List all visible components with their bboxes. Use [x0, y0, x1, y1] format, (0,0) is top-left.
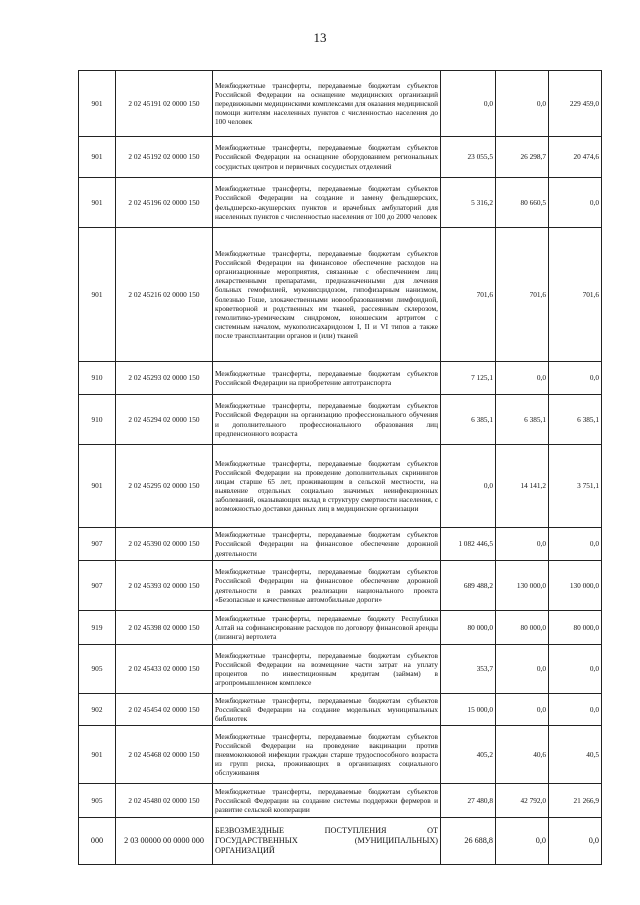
amount-year3-cell: 0,0	[549, 694, 602, 726]
amount-year2-cell: 14 141,2	[496, 445, 549, 528]
description-cell: Межбюджетные трансферты, передаваемые бюджетам субъектов Российской Федерации на проведение вакцинации против пневмококковой инфекции граждан старше трудоспособного возраста из групп риска, проживающих в организациях социального обслуживания	[213, 726, 441, 784]
description-cell: Межбюджетные трансферты, передаваемые бюджетам субъектов Российской Федерации на финансовое обеспечение расходов на организационные мероприятия, связанные с обеспечением лиц лекарственными препаратами, предназначенными для лечения больных гемофилией, муковисцидозом, гипофизарным нанизмом, болезнью Гоше, злокачественными новообразованиями лимфоидной, кроветворной и родственных им тканей, рассеянным склерозом, гемолитико-уремическим синдромом, юношеским артритом с системным началом, мукополисахаридозом I, II и VI типов а также после трансплантации органов и (или) тканей	[213, 228, 441, 362]
amount-year2-cell: 0,0	[496, 528, 549, 561]
table-row	[79, 694, 602, 726]
amount-year3-cell: 40,5	[549, 726, 602, 784]
amount-year2-cell: 26 298,7	[496, 137, 549, 178]
revenue-table	[78, 70, 602, 865]
amount-year2-cell: 701,6	[496, 228, 549, 362]
budget-code-cell: 2 02 45293 02 0000 150	[116, 362, 213, 395]
amount-year3-cell: 80 000,0	[549, 611, 602, 645]
admin-code-cell: 901	[79, 71, 116, 137]
budget-code-cell: 2 02 45468 02 0000 150	[116, 726, 213, 784]
budget-code-cell: 2 02 45454 02 0000 150	[116, 694, 213, 726]
admin-code-cell: 901	[79, 445, 116, 528]
description-cell: Межбюджетные трансферты, передаваемые бюджетам субъектов Российской Федерации на создание модельных муниципальных библиотек	[213, 694, 441, 726]
admin-code-cell: 901	[79, 726, 116, 784]
amount-year3-cell: 0,0	[549, 178, 602, 228]
admin-code-cell: 000	[79, 818, 116, 865]
amount-year3-cell: 130 000,0	[549, 561, 602, 611]
amount-year2-cell: 0,0	[496, 362, 549, 395]
admin-code-cell: 907	[79, 561, 116, 611]
budget-code-cell: 2 02 45398 02 0000 150	[116, 611, 213, 645]
description-cell: Межбюджетные трансферты, передаваемые бюджетам субъектов Российской Федерации на финансовое обеспечение дорожной деятельности	[213, 528, 441, 561]
budget-code-cell: 2 02 45196 02 0000 150	[116, 178, 213, 228]
admin-code-cell: 910	[79, 395, 116, 445]
amount-year1-cell: 0,0	[441, 445, 496, 528]
description-cell: Межбюджетные трансферты, передаваемые бюджетам субъектов Российской Федерации на оснащение оборудованием региональных сосудистых центров и первичных сосудистых отделений	[213, 137, 441, 178]
amount-year2-cell: 42 792,0	[496, 784, 549, 818]
budget-code-cell: 2 02 45192 02 0000 150	[116, 137, 213, 178]
amount-year2-cell: 0,0	[496, 645, 549, 694]
amount-year1-cell: 5 316,2	[441, 178, 496, 228]
amount-year1-cell: 26 688,8	[441, 818, 496, 865]
table-row	[79, 71, 602, 137]
amount-year1-cell: 353,7	[441, 645, 496, 694]
description-cell: Межбюджетные трансферты, передаваемые бюджетам субъектов Российской Федерации на оснащение медицинских организаций передвижными медицинскими комплексами для оказания медицинской помощи жителям населенных пунктов с численностью населения до 100 человек	[213, 71, 441, 137]
amount-year1-cell: 1 082 446,5	[441, 528, 496, 561]
amount-year3-cell: 0,0	[549, 528, 602, 561]
admin-code-cell: 907	[79, 528, 116, 561]
table-row	[79, 445, 602, 528]
admin-code-cell: 905	[79, 784, 116, 818]
table-row	[79, 228, 602, 362]
description-cell: Межбюджетные трансферты, передаваемые бюджетам субъектов Российской Федерации на проведение дополнительных скринингов лицам старше 65 лет, проживающим в сельской местности, на выявление отдельных социально значимых неинфекционных заболеваний, оказывающих вклад в структуру смертности населения, с возможностью доставки данных лиц в медицинские организации	[213, 445, 441, 528]
amount-year3-cell: 0,0	[549, 362, 602, 395]
admin-code-cell: 901	[79, 228, 116, 362]
table-row	[79, 726, 602, 784]
admin-code-cell: 901	[79, 137, 116, 178]
table-row	[79, 818, 602, 865]
amount-year2-cell: 130 000,0	[496, 561, 549, 611]
amount-year1-cell: 80 000,0	[441, 611, 496, 645]
amount-year1-cell: 405,2	[441, 726, 496, 784]
amount-year3-cell: 701,6	[549, 228, 602, 362]
description-cell: Межбюджетные трансферты, передаваемые бюджетам субъектов Российской Федерации на финансовое обеспечение дорожной деятельности в рамках реализации национального проекта «Безопасные и качественные автомобильные дороги»	[213, 561, 441, 611]
amount-year2-cell: 80 000,0	[496, 611, 549, 645]
amount-year3-cell: 6 385,1	[549, 395, 602, 445]
description-cell: Межбюджетные трансферты, передаваемые бюджету Республики Алтай на софинансирование расходов по договору финансовой аренды (лизинга) вертолета	[213, 611, 441, 645]
budget-code-cell: 2 03 00000 00 0000 000	[116, 818, 213, 865]
admin-code-cell: 905	[79, 645, 116, 694]
table-row	[79, 784, 602, 818]
amount-year1-cell: 15 000,0	[441, 694, 496, 726]
amount-year1-cell: 0,0	[441, 71, 496, 137]
budget-code-cell: 2 02 45480 02 0000 150	[116, 784, 213, 818]
description-cell: Межбюджетные трансферты, передаваемые бюджетам субъектов Российской Федерации на организацию профессионального обучения и дополнительного профессионального образования лиц предпенсионного возраста	[213, 395, 441, 445]
table-row	[79, 561, 602, 611]
admin-code-cell: 901	[79, 178, 116, 228]
table-row	[79, 137, 602, 178]
page-number: 13	[313, 30, 327, 45]
amount-year3-cell: 3 751,1	[549, 445, 602, 528]
amount-year2-cell: 80 660,5	[496, 178, 549, 228]
table-row	[79, 178, 602, 228]
amount-year1-cell: 6 385,1	[441, 395, 496, 445]
amount-year3-cell: 20 474,6	[549, 137, 602, 178]
description-cell: Межбюджетные трансферты, передаваемые бюджетам субъектов Российской Федерации на создание и замену фельдшерских, фельдшерско-акушерских пунктов и врачебных амбулаторий для населенных пунктов с численностью населения от 100 до 2000 человек	[213, 178, 441, 228]
amount-year1-cell: 27 480,8	[441, 784, 496, 818]
amount-year2-cell: 0,0	[496, 71, 549, 137]
budget-code-cell: 2 02 45294 02 0000 150	[116, 395, 213, 445]
amount-year3-cell: 0,0	[549, 818, 602, 865]
budget-code-cell: 2 02 45216 02 0000 150	[116, 228, 213, 362]
admin-code-cell: 919	[79, 611, 116, 645]
budget-code-cell: 2 02 45191 02 0000 150	[116, 71, 213, 137]
table-row	[79, 645, 602, 694]
table-row	[79, 362, 602, 395]
amount-year3-cell: 229 459,0	[549, 71, 602, 137]
budget-code-cell: 2 02 45390 02 0000 150	[116, 528, 213, 561]
table-row	[79, 611, 602, 645]
amount-year2-cell: 0,0	[496, 694, 549, 726]
description-cell: Межбюджетные трансферты, передаваемые бюджетам субъектов Российской Федерации на создание системы поддержки фермеров и развитие сельской кооперации	[213, 784, 441, 818]
amount-year3-cell: 0,0	[549, 645, 602, 694]
amount-year1-cell: 7 125,1	[441, 362, 496, 395]
amount-year3-cell: 21 266,9	[549, 784, 602, 818]
amount-year1-cell: 23 055,5	[441, 137, 496, 178]
amount-year1-cell: 701,6	[441, 228, 496, 362]
amount-year2-cell: 40,6	[496, 726, 549, 784]
description-cell: Межбюджетные трансферты, передаваемые бюджетам субъектов Российской Федерации на приобретение автотранспорта	[213, 362, 441, 395]
description-cell: Межбюджетные трансферты, передаваемые бюджетам субъектов Российской Федерации на возмещение части затрат на уплату процентов по инвестиционным кредитам (займам) в агропромышленном комплексе	[213, 645, 441, 694]
description-cell: БЕЗВОЗМЕЗДНЫЕ ПОСТУПЛЕНИЯ ОТ ГОСУДАРСТВЕННЫХ (МУНИЦИПАЛЬНЫХ) ОРГАНИЗАЦИЙ	[213, 818, 441, 865]
budget-code-cell: 2 02 45295 02 0000 150	[116, 445, 213, 528]
budget-code-cell: 2 02 45393 02 0000 150	[116, 561, 213, 611]
amount-year2-cell: 6 385,1	[496, 395, 549, 445]
amount-year2-cell: 0,0	[496, 818, 549, 865]
table-row	[79, 395, 602, 445]
admin-code-cell: 910	[79, 362, 116, 395]
admin-code-cell: 902	[79, 694, 116, 726]
budget-code-cell: 2 02 45433 02 0000 150	[116, 645, 213, 694]
table-row	[79, 528, 602, 561]
amount-year1-cell: 689 488,2	[441, 561, 496, 611]
